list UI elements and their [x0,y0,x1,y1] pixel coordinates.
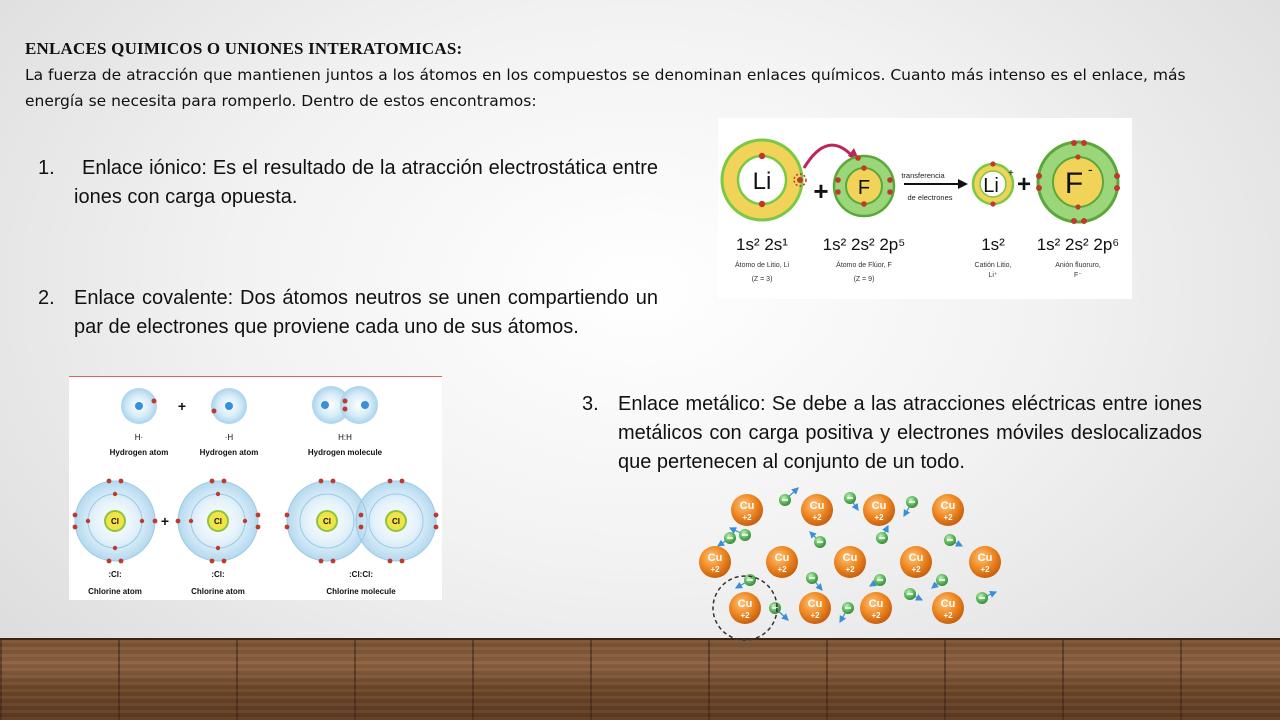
list-number: 3. [582,393,599,415]
cu-ion-charge: +2 [943,611,953,620]
electron [936,574,948,586]
f-symbol: F [857,177,871,199]
h-label-1: Hydrogen atom [109,448,169,457]
cl-lewis-2: :Cl: [211,570,225,579]
cl-label-3: Chlorine molecule [326,587,396,596]
list-item-covalent [38,284,658,342]
cu-ion-symbol: Cu [871,500,887,512]
wooden-floor-decoration [0,640,1280,720]
cl-lewis-1: :Cl: [108,570,122,579]
electron [724,532,736,544]
li-ion-symbol: Li [983,175,999,197]
list-text: Enlace iónico: Es el resultado de la atracción electrostática entre iones con carga opuesta. [74,157,658,208]
caption-f-1: Átomo de Flúor, F [836,262,892,269]
cu-ion-symbol: Cu [940,500,956,512]
list-item-metallic [582,390,1202,477]
cu-ion-symbol: Cu [807,598,823,610]
slide-heading: ENLACES QUIMICOS O UNIONES INTERATOMICAS: [25,39,463,58]
cu-ion [932,494,964,526]
cu-ion-charge: +2 [980,565,990,574]
cl-label-1: Chlorine atom [88,587,142,596]
ionic-bond-figure [718,118,1132,299]
hydrogen-atom-2 [211,388,247,424]
svg-text:+: + [1008,168,1014,179]
config-f-ion: 1s² 2s² 2p⁶ [1036,235,1120,254]
cu-ion-charge: +2 [845,565,855,574]
cu-ion-symbol: Cu [774,552,790,564]
cu-ion-symbol: Cu [908,552,924,564]
cu-ion-symbol: Cu [737,598,753,610]
list-text: Enlace metálico: Se debe a las atracciones eléctricas entre iones metálicos con carga positiva y electrones móviles deslocalizados que pertenecen al conjunto de un todo. [618,393,1202,473]
electron [842,602,854,614]
cu-ion-charge: +2 [740,611,750,620]
hydrogen-molecule [312,386,378,424]
caption-li-2: (Z = 3) [751,276,773,283]
cu-ion [729,592,761,624]
cu-ion [860,592,892,624]
electron [814,536,826,548]
cu-ion [699,546,731,578]
intro-paragraph: La fuerza de atracción que mantienen juntos a los átomos en los compuestos se denominan enlaces químicos. Cuanto más intenso es el enlace, más energía se necesita para romperlo. Dentro de estos encontramos: [25,66,1186,110]
electron [844,492,856,504]
electron [904,588,916,600]
cl-symbol-2: Cl [214,517,222,526]
list-number: 1. [38,157,55,179]
cu-ion-symbol: Cu [809,500,825,512]
config-li-ion: 1s² [981,235,1005,254]
cu-ion-symbol: Cu [707,552,723,564]
plus-1: + [813,176,829,206]
cu-ion [801,494,833,526]
electron [739,529,751,541]
cu-ion-charge: +2 [710,565,720,574]
caption-li-ion-1: Catión Litio, [974,262,1012,269]
caption-f-ion-2: F⁻ [1074,272,1082,279]
h-symbol-3: H:H [338,433,352,442]
cl-symbol-4: Cl [392,517,400,526]
cu-ion-symbol: Cu [842,552,858,564]
electron [944,534,956,546]
cu-ion [932,592,964,624]
caption-li-ion-2: Li⁺ [988,272,998,279]
electron [876,532,888,544]
cu-ion-charge: +2 [911,565,921,574]
h-symbol-2: ·H [224,433,234,442]
svg-text:-: - [1088,161,1093,177]
h-label-2: Hydrogen atom [199,448,259,457]
covalent-bond-figure [69,376,442,600]
electron [906,496,918,508]
cl-lewis-3: :Cl:Cl: [349,570,373,579]
electron [976,592,988,604]
h-label-3: Hydrogen molecule [307,448,383,457]
caption-f-ion-1: Anión fluoruro, [1055,262,1101,269]
cu-ion [834,546,866,578]
cl-symbol-3: Cl [323,517,331,526]
caption-f-2: (Z = 9) [853,276,875,283]
cu-ion [900,546,932,578]
hydrogen-atom-1 [121,388,157,424]
cu-ion-symbol: Cu [940,598,956,610]
cl-label-2: Chlorine atom [191,587,245,596]
cu-ion-charge: +2 [812,513,822,522]
chlorine-molecule [285,479,439,564]
plus-h: + [177,398,187,414]
cu-ion [766,546,798,578]
plus-cl: + [160,513,170,529]
chlorine-atom-2 [176,479,261,564]
config-f: 1s² 2s² 2p⁵ [822,235,906,254]
arrow-label-1: transferencia [901,171,945,180]
cu-ion-symbol: Cu [868,598,884,610]
electron [874,574,886,586]
f-ion-symbol: F [1064,167,1084,200]
config-li: 1s² 2s¹ [736,235,788,254]
list-item-ionic [38,154,658,212]
cu-ion-charge: +2 [871,611,881,620]
electron [769,602,781,614]
cu-ion-symbol: Cu [977,552,993,564]
electron [806,572,818,584]
metallic-bond-figure [690,480,1020,642]
li-symbol: Li [752,168,772,195]
cl-symbol-1: Cl [111,517,119,526]
cu-ion-charge: +2 [874,513,884,522]
caption-li-1: Átomo de Litio, Li [734,262,790,269]
arrow-label-2: de electrones [907,193,953,202]
list-number: 2. [38,287,55,309]
cu-ion [969,546,1001,578]
cu-ion-charge: +2 [810,611,820,620]
electron [779,494,791,506]
cu-ion [731,494,763,526]
h-symbol-1: H· [134,433,144,442]
list-text: Enlace covalente: Dos átomos neutros se unen compartiendo un par de electrones que proviene cada uno de sus átomos. [74,287,658,338]
cu-ion-charge: +2 [777,565,787,574]
cu-ion-charge: +2 [742,513,752,522]
cu-ion [863,494,895,526]
chlorine-atom-1 [73,479,158,564]
cu-ion-charge: +2 [943,513,953,522]
plus-2: + [1016,171,1032,198]
cu-ion [799,592,831,624]
cu-ion-symbol: Cu [739,500,755,512]
